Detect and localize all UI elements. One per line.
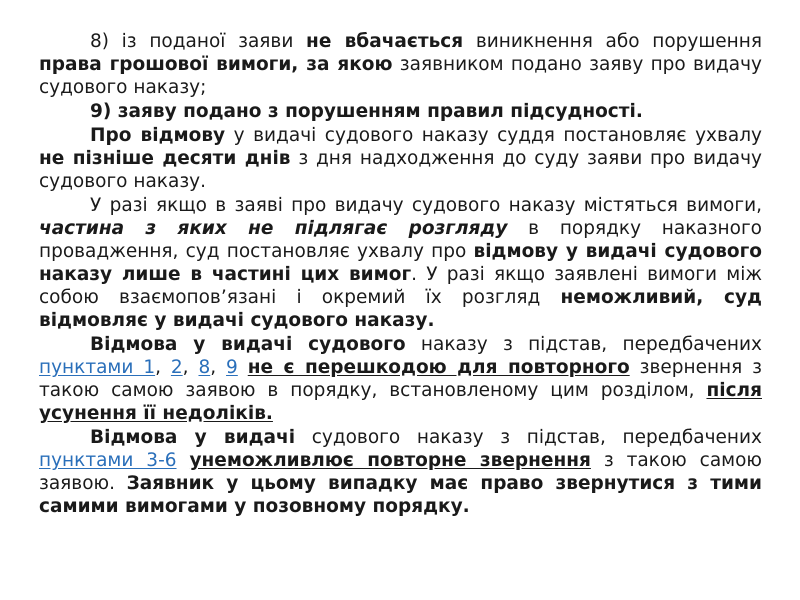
link-punkt-8[interactable]: 8 bbox=[198, 357, 211, 378]
text-run-bold: відмову у видачі судового наказу лише в частині цих вимог bbox=[39, 241, 762, 285]
text-run: в порядку наказного провадження, суд постановляє ухвалу про bbox=[39, 218, 762, 262]
paragraph-item-9 bbox=[39, 100, 762, 123]
text-run: судового наказу з підстав, передбачених bbox=[295, 427, 763, 448]
text-run-bold: 9) заяву подано з порушенням правил підсудності. bbox=[90, 101, 643, 122]
text-run: у видачі судового наказу суддя постановляє ухвалу bbox=[225, 125, 762, 146]
text-run-bold: права грошової вимоги, за якою bbox=[39, 54, 393, 75]
text-run-bold-underline: унеможливлює повторне звернення bbox=[189, 450, 591, 471]
text-run: , bbox=[210, 357, 227, 378]
text-run: з дня надходження до суду заяви про видачу судового наказу. bbox=[39, 148, 762, 192]
text-run: з такою самою заявою. bbox=[39, 450, 763, 494]
text-run: 8) із поданої заяви bbox=[90, 31, 307, 52]
text-run: наказу з підстав, передбачених bbox=[405, 334, 762, 355]
link-punkty-1[interactable]: пунктами 1 bbox=[39, 357, 156, 378]
text-run: виникнення або порушення bbox=[463, 31, 763, 52]
text-run-bold: неможливий, суд відмовляє у видачі судового наказу. bbox=[39, 287, 762, 331]
text-run: , bbox=[182, 357, 199, 378]
text-run-bold-underline: після усунення її недоліків. bbox=[39, 380, 762, 424]
text-run bbox=[238, 357, 248, 378]
link-punkt-9[interactable]: 9 bbox=[226, 357, 238, 378]
paragraph-item-8 bbox=[39, 30, 762, 99]
paragraph-partial-refusal bbox=[39, 194, 762, 332]
text-run: заявником подано заяву про видачу судового наказу; bbox=[39, 54, 762, 98]
text-run-bold-italic: частина з яких не підлягає розгляду bbox=[39, 218, 508, 239]
text-run-bold: Відмова у видачі судового bbox=[90, 334, 406, 355]
link-punkty-3-6[interactable]: пунктами 3-6 bbox=[39, 450, 177, 471]
text-run-bold: не пізніше десяти днів bbox=[39, 148, 291, 169]
paragraph-repeat-blocked bbox=[39, 426, 762, 518]
text-run: У разі якщо в заяві про видачу судового наказу містяться вимоги, bbox=[90, 195, 762, 216]
text-run-bold: не вбачається bbox=[306, 31, 464, 52]
text-run: . У разі якщо заявлені вимоги між собою взаємопов’язані і окремий їх розгляд bbox=[39, 264, 762, 308]
text-run bbox=[177, 450, 190, 471]
text-run-bold: Відмова у видачі bbox=[90, 427, 296, 448]
text-run-bold: Про відмову bbox=[90, 125, 226, 146]
text-run: , bbox=[155, 357, 171, 378]
text-run-bold: Заявник у цьому випадку має право звернутися з тими самими вимогами у позовному порядку. bbox=[39, 473, 762, 517]
paragraph-repeat-allowed bbox=[39, 333, 762, 425]
paragraph-refusal-order bbox=[39, 124, 762, 193]
text-run: звернення з такою самою заявою в порядку, встановленому цим розділом, bbox=[39, 357, 763, 401]
text-run-bold-underline: не є перешкодою для повторного bbox=[247, 357, 630, 378]
link-punkt-2[interactable]: 2 bbox=[170, 357, 183, 378]
